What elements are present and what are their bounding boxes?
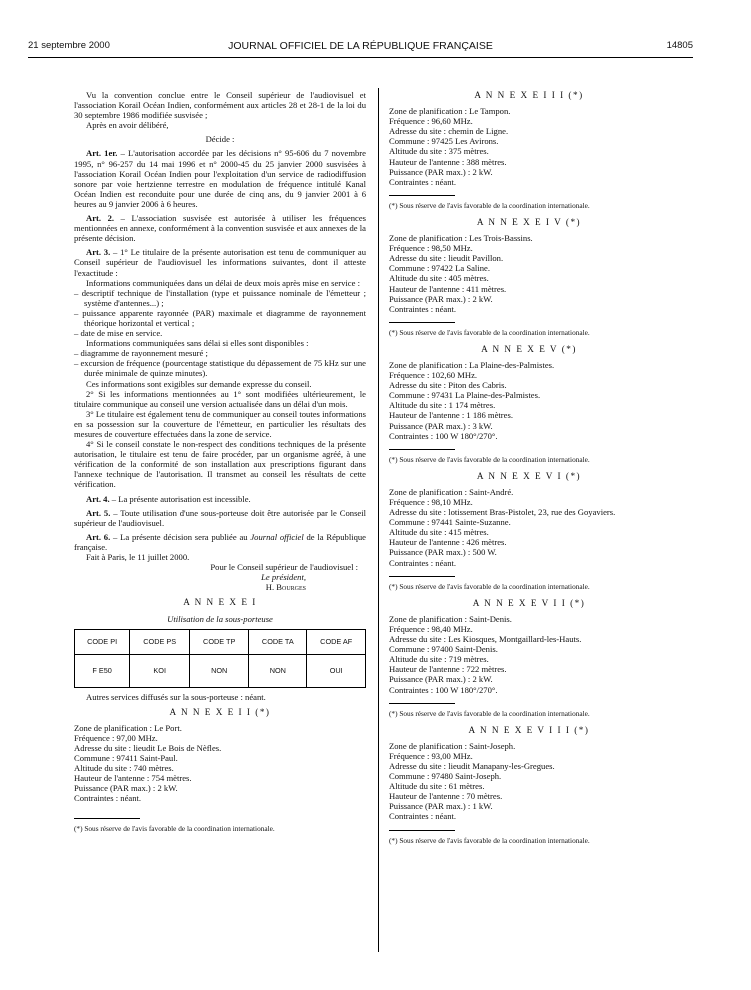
table-header-row <box>75 629 366 654</box>
entry-line: Fréquence : 102,60 MHz. <box>389 370 478 381</box>
entry-line: Contraintes : néant. <box>389 176 457 187</box>
entry-line: Zone de planification : Saint-Denis. <box>389 613 512 624</box>
article-6-text-c: de la République française. <box>74 531 366 552</box>
annexe-8-title: A N N E X E V I I I (*) <box>468 724 590 735</box>
annexe-4-entry <box>389 233 669 314</box>
right-column <box>389 90 669 852</box>
entry-line: Commune : 97422 La Saline. <box>389 263 490 274</box>
article-4 <box>74 494 366 504</box>
entry-line: Commune : 97441 Sainte-Suzanne. <box>389 517 511 528</box>
entry-line: Zone de planification : Les Trois-Bassins. <box>389 233 533 244</box>
entry-line: Altitude du site : 719 mètres. <box>389 654 489 665</box>
entry-line: Puissance (PAR max.) : 2 kW. <box>389 293 493 304</box>
entry-line: Fréquence : 98,10 MHz. <box>389 497 473 507</box>
article-5-label: Art. 5. <box>86 507 111 518</box>
list-item: – date de mise en service. <box>74 328 163 339</box>
table-header: CODE TA <box>249 629 307 654</box>
entry-line: Hauteur de l'antenne : 1 186 mètres. <box>389 410 513 421</box>
entry-line: Commune : 97425 Les Avirons. <box>389 136 499 147</box>
footnote: (*) Sous réserve de l'avis favorable de la coordination internationale. <box>389 581 590 591</box>
article-2-text: – L'association susvisée est autorisée à utiliser les fréquences mentionnées en annexe, conformément à la convention susvisée et aux annexes de la présente décision. <box>74 213 366 244</box>
paragraph-3: 3° Le titulaire est également tenu de communiquer au conseil toutes informations en sa possession sur la couverture de l'émetteur, en particulier les résultats des mesures de couverture effectuées dans la zone de service. <box>74 408 366 439</box>
info-no-delay: Informations communiquées sans délai si elles sont disponibles : <box>86 338 309 349</box>
footnote-rule <box>389 830 455 831</box>
article-4-text: – La présente autorisation est incessible. <box>109 493 251 504</box>
autres-services: Autres services diffusés sur la sous-porteuse : néant. <box>86 691 266 702</box>
entry-line: Adresse du site : lieudit Manapany-les-Gregues. <box>389 760 555 771</box>
entry-line: Puissance (PAR max.) : 2 kW. <box>389 166 493 177</box>
footnote-rule <box>389 703 455 704</box>
table-cell: F E50 <box>75 654 130 687</box>
entry-line: Adresse du site : lieudit Le Bois de Nèfles. <box>74 742 222 753</box>
entry-line: Contraintes : néant. <box>389 557 457 568</box>
paragraph-exigibles: Ces informations sont exigibles sur demande expresse du conseil. <box>86 378 312 389</box>
annexe-7-title: A N N E X E V I I (*) <box>472 597 586 608</box>
entry-line: Altitude du site : 415 mètres. <box>389 527 489 538</box>
footnote-rule <box>389 576 455 577</box>
entry-line: Adresse du site : lotissement Bras-Pistolet, 23, rue des Goyaviers. <box>389 507 616 518</box>
list-item: – diagramme de rayonnement mesuré ; <box>74 348 208 359</box>
entry-line: Adresse du site : chemin de Ligne. <box>389 126 509 137</box>
annexe-2-entry <box>74 723 366 804</box>
footnote: (*) Sous réserve de l'avis favorable de la coordination internationale. <box>389 327 590 337</box>
entry-line: Altitude du site : 405 mètres. <box>389 273 489 284</box>
entry-line: Puissance (PAR max.) : 500 W. <box>389 547 497 558</box>
table-row <box>75 654 366 687</box>
journal-officiel-ref: Journal officiel <box>250 531 304 542</box>
entry-line: Altitude du site : 61 mètres. <box>389 781 485 792</box>
entry-line: Commune : 97431 La Plaine-des-Palmistes. <box>389 390 541 401</box>
annexe-3-entry <box>389 106 669 187</box>
signature-name: H. Bourges <box>265 582 306 593</box>
entry-line: Fréquence : 98,50 MHz. <box>389 243 473 254</box>
column-divider <box>378 88 379 952</box>
article-3 <box>74 247 366 277</box>
table-header: CODE PS <box>130 629 190 654</box>
entry-line: Fréquence : 96,60 MHz. <box>389 116 473 127</box>
entry-line: Hauteur de l'antenne : 388 mètres. <box>389 156 507 167</box>
entry-line: Hauteur de l'antenne : 754 mètres. <box>74 773 192 784</box>
table-cell: NON <box>190 654 249 687</box>
annexe-5-title: A N N E X E V (*) <box>481 343 577 354</box>
entry-line: Contraintes : néant. <box>389 811 457 822</box>
article-1-text: – L'autorisation accordée par les décisions n° 95-606 du 7 novembre 1995, n° 96-257 du 14 mai 1996 et n° 2000-45 du 25 janvier 2000 susvisées à l'association Korail Océan Indien pour l'exploitation d'un service de radiodiffusion sonore par voie hertzienne terrestre en modulation de fréquence intitulé Kanal Océan Indien est reconduite pour une durée de cinq ans, du 9 janvier 2001 à 6 heures au 9 janvier 2006 à 6 heures. <box>74 148 366 209</box>
entry-line: Hauteur de l'antenne : 426 mètres. <box>389 537 507 548</box>
entry-line: Zone de planification : La Plaine-des-Palmistes. <box>389 359 555 370</box>
entry-line: Zone de planification : Le Tampon. <box>389 106 511 117</box>
paragraph-2: 2° Si les informations mentionnées au 1° sont modifiées ultérieurement, le titulaire communique au conseil une version actualisée dans un délai d'un mois. <box>74 388 366 409</box>
entry-line: Contraintes : 100 W 180°/270°. <box>389 430 498 441</box>
entry-line: Adresse du site : Les Kiosques, Montgaillard-les-Hauts. <box>389 634 582 645</box>
entry-line: Fréquence : 93,00 MHz. <box>389 750 473 761</box>
list-item: – puissance apparente rayonnée (PAR) maximale et diagramme de rayonnement théorique horizontal et vertical ; <box>74 307 366 328</box>
entry-line: Commune : 97400 Saint-Denis. <box>389 644 498 655</box>
entry-line: Hauteur de l'antenne : 411 mètres. <box>389 283 507 294</box>
article-4-label: Art. 4. <box>86 493 110 504</box>
decide-heading: Décide : <box>205 134 235 145</box>
entry-line: Contraintes : 100 W 180°/270°. <box>389 684 498 695</box>
subcarrier-table <box>74 629 366 688</box>
entry-line: Fréquence : 97,00 MHz. <box>74 732 158 743</box>
entry-line: Puissance (PAR max.) : 2 kW. <box>74 783 178 794</box>
page-number: 14805 <box>666 40 693 51</box>
footnote: (*) Sous réserve de l'avis favorable de la coordination internationale. <box>389 708 590 718</box>
page-header <box>28 40 693 56</box>
list-item: – excursion de fréquence (pourcentage statistique du dépassement de 75 kHz sur une durée minimale de quinze minutes). <box>74 358 366 379</box>
footnote: (*) Sous réserve de l'avis favorable de la coordination internationale. <box>389 454 590 464</box>
paragraph-deliberation: Après en avoir délibéré, <box>86 120 169 131</box>
article-1 <box>74 148 366 209</box>
paragraph-4: 4° Si le conseil constate le non-respect des conditions techniques de la présente autorisation, le titulaire est tenu de faire procéder, par un organisme agréé, à une vérification de la conformité de son installation aux prescriptions figurant dans l'annexe technique de l'autorisation. Il transmet au conseil les résultats de cette vérification. <box>74 439 366 490</box>
list-item: – descriptif technique de l'installation (type et puissance nominale de l'émetteur ; système d'antennes...) ; <box>74 287 366 308</box>
table-cell: NON <box>249 654 307 687</box>
entry-line: Zone de planification : Saint-Joseph. <box>389 740 516 751</box>
annexe-4-title: A N N E X E I V (*) <box>476 216 582 227</box>
article-6-text-a: – La présente décision sera publiée au <box>110 531 251 542</box>
entry-line: Puissance (PAR max.) : 1 kW. <box>389 801 493 812</box>
entry-line: Puissance (PAR max.) : 3 kW. <box>389 420 493 431</box>
article-2-label: Art. 2. <box>86 213 115 224</box>
footnote: (*) Sous réserve de l'avis favorable de la coordination internationale. <box>74 823 275 833</box>
entry-line: Zone de planification : Le Port. <box>74 722 182 733</box>
table-header: CODE AF <box>307 629 366 654</box>
article-2 <box>74 213 366 243</box>
article-3-label: Art. 3. <box>86 247 111 258</box>
article-6-label: Art. 6. <box>86 531 111 542</box>
footnote-rule <box>389 195 455 196</box>
info-two-months: Informations communiquées dans un délai de deux mois après mise en service : <box>86 277 360 288</box>
header-rule <box>28 57 693 58</box>
footnote-rule <box>74 818 140 819</box>
table-header: CODE PI <box>75 629 130 654</box>
article-5-text: – Toute utilisation d'une sous-porteuse doit être autorisée par le Conseil supérieur de l'audiovisuel. <box>74 507 366 528</box>
entry-line: Altitude du site : 740 mètres. <box>74 763 174 774</box>
header-date: 21 septembre 2000 <box>28 40 110 51</box>
annexe-1-subtitle: Utilisation de la sous-porteuse <box>167 613 273 624</box>
article-1-label: Art. 1er. <box>86 148 118 159</box>
annexe-1-title: A N N E X E I <box>183 597 257 608</box>
entry-line: Altitude du site : 375 mètres. <box>389 146 489 157</box>
article-3-text: – 1° Le titulaire de la présente autorisation est tenu de communiquer au Conseil supérieur de l'audiovisuel les informations suivantes, dont il atteste l'exactitude : <box>74 247 367 278</box>
annexe-8-entry <box>389 741 669 822</box>
entry-line: Adresse du site : Piton des Cabris. <box>389 380 507 391</box>
annexe-3-title: A N N E X E I I I (*) <box>474 90 584 100</box>
journal-title: JOURNAL OFFICIEL DE LA RÉPUBLIQUE FRANÇAISE <box>228 40 493 52</box>
footnote: (*) Sous réserve de l'avis favorable de la coordination internationale. <box>389 200 590 210</box>
table-header: CODE TP <box>190 629 249 654</box>
entry-line: Puissance (PAR max.) : 2 kW. <box>389 674 493 685</box>
article-6 <box>74 532 366 552</box>
article-5 <box>74 508 366 528</box>
entry-line: Fréquence : 98,40 MHz. <box>389 623 473 634</box>
table-cell: KOI <box>130 654 190 687</box>
footnote-rule <box>389 449 455 450</box>
entry-line: Contraintes : néant. <box>74 793 142 804</box>
entry-line: Commune : 97480 Saint-Joseph. <box>389 771 502 782</box>
annexe-6-title: A N N E X E V I (*) <box>476 470 582 481</box>
table-cell: OUI <box>307 654 366 687</box>
annexe-5-entry <box>389 360 669 441</box>
annexe-7-entry <box>389 614 669 695</box>
left-column <box>74 90 366 840</box>
signature-line-1: Pour le Conseil supérieur de l'audiovisuel : <box>210 562 358 573</box>
entry-line: Contraintes : néant. <box>389 303 457 314</box>
entry-line: Hauteur de l'antenne : 722 mètres. <box>389 664 507 675</box>
entry-line: Zone de planification : Saint-André. <box>389 486 514 497</box>
annexe-2-title: A N N E X E I I (*) <box>169 706 271 717</box>
paragraph-vu: Vu la convention conclue entre le Conseil supérieur de l'audiovisuel et l'association Korail Océan Indien, conformément aux articles 28 et 28-1 de la loi du 30 septembre 1986 modifiée susvisée ; <box>74 90 366 121</box>
annexe-6-entry <box>389 487 669 568</box>
footnote: (*) Sous réserve de l'avis favorable de la coordination internationale. <box>389 835 590 845</box>
entry-line: Commune : 97411 Saint-Paul. <box>74 753 178 764</box>
fait-a-paris: Fait à Paris, le 11 juillet 2000. <box>86 552 190 563</box>
signature-title: Le président, <box>261 572 306 583</box>
footnote-rule <box>389 322 455 323</box>
entry-line: Altitude du site : 1 174 mètres. <box>389 400 496 411</box>
entry-line: Hauteur de l'antenne : 70 mètres. <box>389 791 503 802</box>
entry-line: Adresse du site : lieudit Pavillon. <box>389 253 504 264</box>
